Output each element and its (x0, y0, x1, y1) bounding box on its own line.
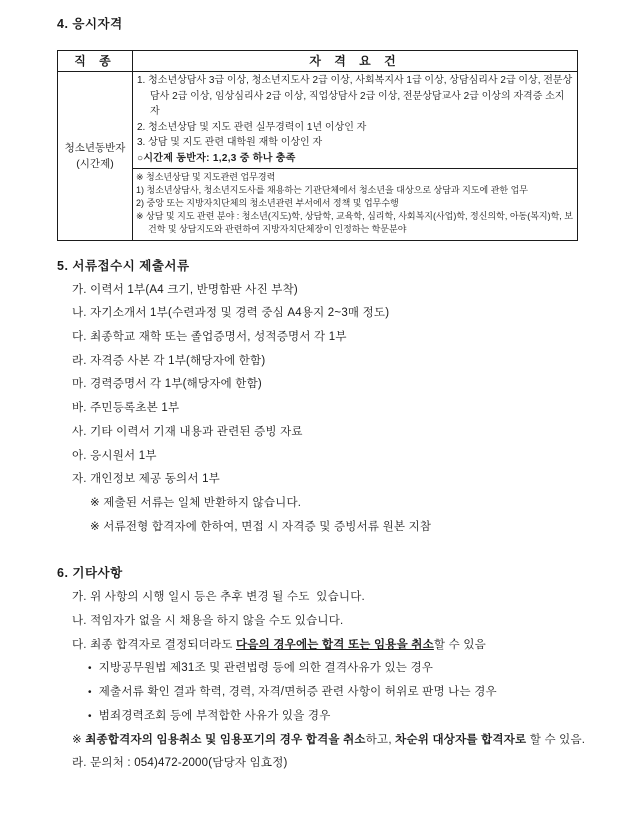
qualification-footnote: ※ 청소년상담 및 지도관련 업무경력 (136, 171, 276, 182)
qualification-footnotes (133, 169, 577, 240)
other-item-da-suffix: 할 수 있음 (433, 638, 486, 651)
job-type-name: 청소년동반자 (64, 141, 126, 154)
cancellation-note-bold: 최종합격자의 임용취소 및 임용포기의 경우 합격을 취소 (85, 733, 366, 746)
other-item-ga: 가. 위 사항의 시행 일시 등은 추후 변경 될 수도 있습니다. (72, 591, 365, 604)
part-time-requirement-note: ○시간제 동반자: 1,2,3 중 하나 충족 (137, 152, 296, 164)
qualification-item: 1. 청소년상담사 3급 이상, 청소년지도사 2급 이상, 사회복지사 1급 이상, 상담심리사 2급 이상, 전문상담사 2급 이상, 임상심리사 2급 이상, 직업상담사 2급 이상, 전문상담교사 2급 이상의 자격증 소지자 (137, 75, 573, 118)
appointment-cancellation-note (72, 729, 611, 753)
bullet-icon: • (88, 710, 92, 722)
document-item: 나. 자기소개서 1부(수련과정 및 경력 중심 A4용지 2~3매 정도) (72, 307, 390, 320)
document-item: 가. 이력서 1부(A4 크기, 반명함판 사진 부착) (72, 283, 298, 296)
section-qualifications (57, 14, 611, 241)
other-item-da (72, 634, 611, 658)
qualification-item: 2. 청소년상담 및 지도 관련 실무경력이 1년 이상인 자 (137, 121, 367, 133)
column-header-qualification: 자 격 요 건 (309, 54, 401, 68)
job-type-cell (58, 72, 133, 240)
note-marker: ※ (72, 733, 86, 746)
disqualification-bullet-text: 범죄경력조회 등에 부적합한 사유가 있을 경우 (98, 709, 331, 722)
disqualification-bullet-text: 제출서류 확인 결과 학력, 경력, 자격/면허증 관련 사항이 허위로 판명 나는 경우 (98, 686, 497, 699)
qualification-table-header-row (58, 51, 577, 72)
qualification-footnote: 1) 청소년상담사, 청소년지도사를 채용하는 기관단체에서 청소년을 대상으로 상담과 지도에 관한 업무 (136, 184, 528, 195)
document-item: 자. 개인정보 제공 동의서 1부 (72, 473, 220, 486)
qualification-footnote: ※ 상담 및 지도 관련 분야 : 청소년(지도)학, 상담학, 교육학, 심리학, 사회복지(사업)학, 정신의학, 아동(복지)학, 보건학 및 상담지도와 관련하여 지방자치단체장이 인정하는 학문분야 (136, 211, 573, 235)
document-note: ※ 서류전형 합격자에 한하여, 면접 시 자격증 및 증빙서류 원본 지참 (90, 520, 432, 533)
other-item-na: 나. 적임자가 없을 시 채용을 하지 않을 수도 있습니다. (72, 615, 344, 628)
document-item: 바. 주민등록초본 1부 (72, 402, 180, 415)
document-note: ※ 제출된 서류는 일체 반환하지 않습니다. (90, 496, 302, 509)
section5-title: 5. 서류접수시 제출서류 (57, 258, 190, 273)
qualification-footnote: 2) 중앙 또는 지방자치단체의 청소년관련 부서에서 정책 및 업무수행 (136, 197, 399, 208)
section6-title: 6. 기타사항 (57, 566, 123, 581)
cancellation-condition-emphasis: 다음의 경우에는 합격 또는 임용을 취소 (236, 638, 434, 651)
qualification-cell (133, 72, 577, 240)
section-other-matters (57, 563, 611, 776)
job-type-subname: (시간제) (76, 157, 114, 170)
column-header-job-type: 직 종 (58, 51, 133, 71)
contact-info-line: 라. 문의처 : 054)472-2000(담당자 임효정) (72, 757, 288, 770)
document-item: 아. 응시원서 1부 (72, 449, 157, 462)
cancellation-note-normal: 하고, (365, 733, 396, 746)
qualification-main-list (133, 72, 577, 169)
disqualification-bullet (88, 705, 611, 729)
document-item: 라. 자격증 사본 각 1부(해당자에 한함) (72, 354, 266, 367)
document-item: 마. 경력증명서 각 1부(해당자에 한함) (72, 378, 262, 391)
qualification-table-body-row (58, 72, 577, 240)
section-required-documents (57, 256, 611, 540)
qualification-table (57, 50, 578, 241)
runner-up-bold: 차순위 대상자를 합격자로 (395, 733, 527, 746)
document-item: 사. 기타 이력서 기재 내용과 관련된 증빙 자료 (72, 425, 303, 438)
bullet-icon: • (88, 663, 92, 675)
document-item: 다. 최종학교 재학 또는 졸업증명서, 성적증명서 각 1부 (72, 330, 347, 343)
other-item-da-prefix: 다. 최종 합격자로 결정되더라도 (72, 638, 236, 651)
cancellation-note-tail: 할 수 있음. (526, 733, 586, 746)
bullet-icon: • (88, 687, 92, 699)
disqualification-bullet-text: 지방공무원법 제31조 및 관련법령 등에 의한 결격사유가 있는 경우 (98, 662, 434, 675)
disqualification-bullet (88, 657, 611, 681)
section4-title: 4. 응시자격 (57, 17, 123, 31)
qualification-item: 3. 상담 및 지도 관련 대학원 재학 이상인 자 (137, 137, 323, 149)
disqualification-bullet (88, 681, 611, 705)
